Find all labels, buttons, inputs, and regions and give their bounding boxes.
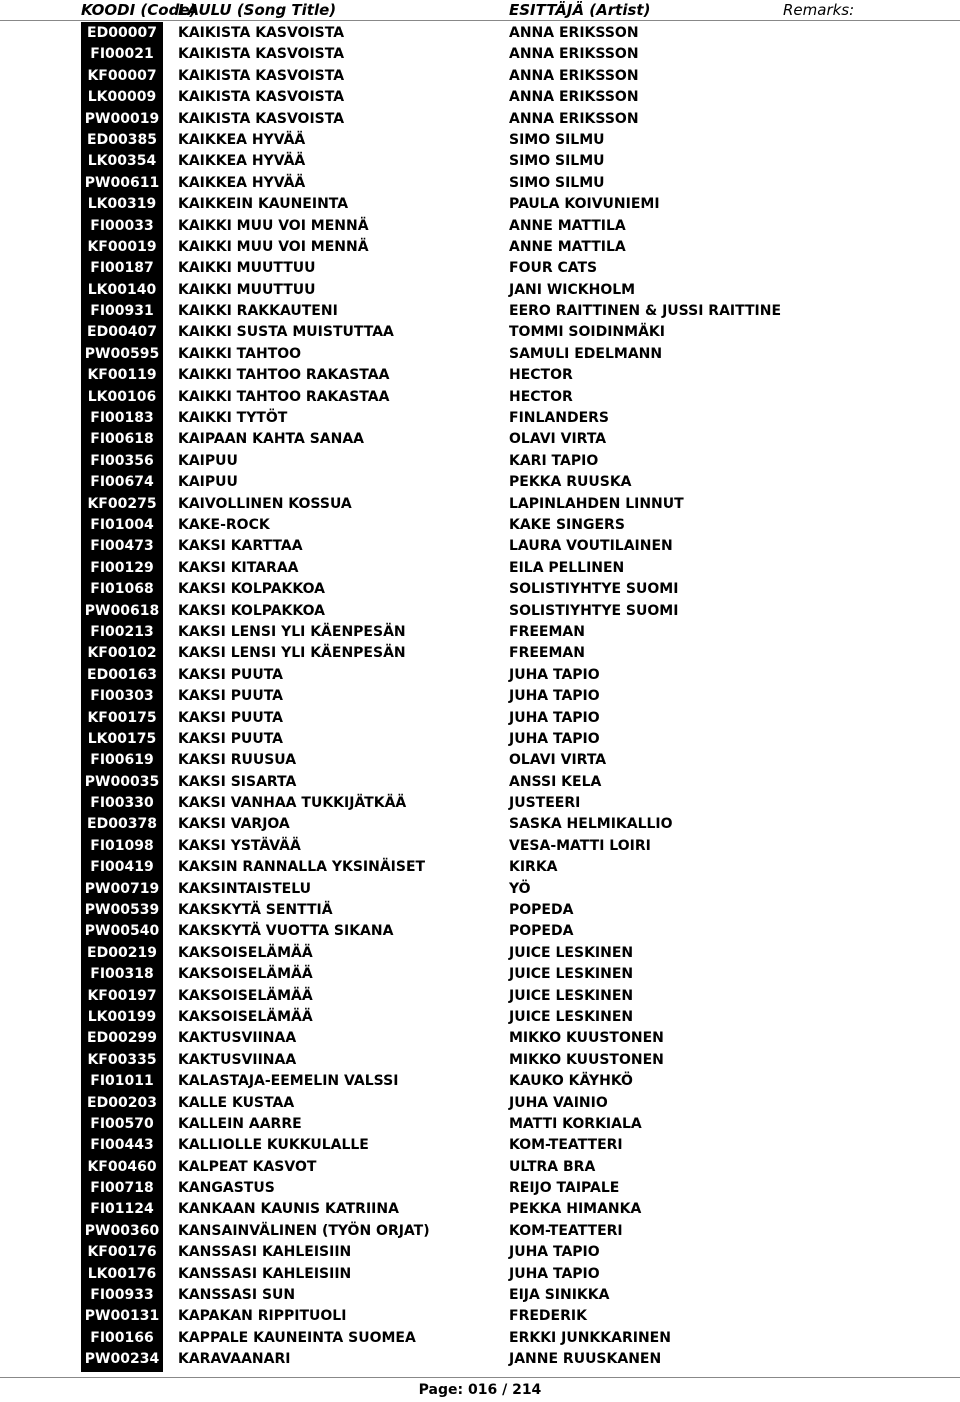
song-code: PW00611 [84, 174, 160, 191]
song-title: KANSSASI SUN [178, 1287, 296, 1304]
song-title: KANSSASI KAHLEISIIN [178, 1244, 352, 1261]
song-title: KANGASTUS [178, 1180, 275, 1197]
table-row [0, 493, 960, 514]
table-row [0, 450, 960, 471]
song-title: KAIKKI TAHTOO [178, 345, 302, 362]
table-row [0, 386, 960, 407]
song-code: LK00354 [87, 153, 157, 170]
song-artist: ANNA ERIKSSON [509, 89, 639, 106]
song-code: PW00360 [84, 1222, 160, 1239]
song-artist: JUHA TAPIO [509, 1265, 600, 1282]
table-row [0, 535, 960, 556]
song-artist: MIKKO KUUSTONEN [509, 1030, 664, 1047]
song-title: KAKSI PUUTA [178, 709, 283, 726]
table-row [0, 43, 960, 64]
song-code: KF00460 [87, 1158, 157, 1175]
song-artist: HECTOR [509, 367, 573, 384]
table-row [0, 1113, 960, 1134]
song-artist: KAKE SINGERS [509, 516, 625, 533]
song-artist: JANI WICKHOLM [509, 281, 636, 298]
song-code: FI00419 [90, 859, 154, 876]
song-artist: KAUKO KÄYHKÖ [509, 1073, 633, 1090]
song-artist: EERO RAITTINEN & JUSSI RAITTINE [509, 303, 782, 320]
song-code: FI01004 [90, 516, 154, 533]
song-code: ED00219 [87, 944, 157, 961]
song-artist: ULTRA BRA [509, 1158, 596, 1175]
song-code: LK00175 [87, 730, 157, 747]
song-title: KAKSI KITARAA [178, 559, 299, 576]
song-title: KAKSKYTÄ VUOTTA SIKANA [178, 923, 394, 940]
song-artist: ANNE MATTILA [509, 217, 626, 234]
song-title: KAIKKEA HYVÄÄ [178, 131, 306, 148]
table-row [0, 1241, 960, 1262]
song-title: KAKSI VARJOA [178, 816, 290, 833]
song-title: KAKSI PUUTA [178, 730, 283, 747]
song-code: FI01068 [90, 581, 154, 598]
song-title: KAKSI LENSI YLI KÄENPESÄN [178, 645, 406, 662]
song-code: FI00443 [90, 1137, 154, 1154]
table-row [0, 1348, 960, 1369]
remarks-column-header: Remarks: [783, 1, 855, 19]
song-title: KAKSOISELÄMÄÄ [178, 944, 313, 961]
song-artist: ERKKI JUNKKARINEN [509, 1329, 671, 1346]
table-row [0, 557, 960, 578]
song-code: KF00007 [87, 67, 157, 84]
song-code: KF00275 [87, 495, 157, 512]
song-artist: JUHA TAPIO [509, 666, 600, 683]
table-row [0, 321, 960, 342]
song-artist: JANNE RUUSKANEN [509, 1351, 662, 1368]
song-code: ED00378 [87, 816, 157, 833]
song-code: PW00019 [84, 110, 160, 127]
song-title: KAIKISTA KASVOISTA [178, 110, 345, 127]
song-title: KAIKISTA KASVOISTA [178, 46, 345, 63]
song-title: KAKSI LENSI YLI KÄENPESÄN [178, 623, 406, 640]
song-title: KALASTAJA-EEMELIN VALSSI [178, 1073, 399, 1090]
song-artist: LAURA VOUTILAINEN [509, 538, 673, 555]
song-artist: SASKA HELMIKALLIO [509, 816, 673, 833]
song-code: ED00299 [87, 1030, 157, 1047]
song-artist: JUICE LESKINEN [509, 987, 634, 1004]
table-row [0, 1049, 960, 1070]
song-code: FI00166 [90, 1329, 154, 1346]
table-row [0, 835, 960, 856]
song-code: ED00385 [87, 131, 157, 148]
song-artist: TOMMI SOIDINMÄKI [509, 324, 665, 341]
song-code: FI00318 [90, 966, 154, 983]
table-row [0, 600, 960, 621]
table-row [0, 300, 960, 321]
song-code: LK00140 [87, 281, 157, 298]
song-title: KAIKISTA KASVOISTA [178, 25, 345, 41]
table-row [0, 664, 960, 685]
table-row [0, 1027, 960, 1048]
table-row [0, 707, 960, 728]
title-column-header: LAULU (Song Title) [178, 1, 337, 19]
song-code: PW00035 [84, 773, 160, 790]
song-artist: PAULA KOIVUNIEMI [509, 196, 660, 213]
song-code: PW00595 [84, 345, 160, 362]
table-row [0, 129, 960, 150]
table-row [0, 642, 960, 663]
table-row [0, 65, 960, 86]
song-title: KAIKKI MUUTTUU [178, 281, 316, 298]
song-artist: JUHA TAPIO [509, 730, 600, 747]
song-code: FI00129 [90, 559, 154, 576]
song-code: ED00163 [87, 666, 157, 683]
song-title: KALLIOLLE KUKKULALLE [178, 1137, 369, 1154]
song-title: KAKTUSVIINAA [178, 1030, 297, 1047]
song-code: KF00019 [87, 238, 157, 255]
song-title: KAIPUU [178, 474, 238, 491]
song-artist: FOUR CATS [509, 260, 598, 277]
song-title: KAIKKEIN KAUNEINTA [178, 196, 349, 213]
song-code: FI01011 [90, 1073, 154, 1090]
song-artist: SOLISTIYHTYE SUOMI [509, 581, 679, 598]
song-code: FI00033 [90, 217, 154, 234]
song-code: KF00102 [87, 645, 157, 662]
song-title: KANSAINVÄLINEN (TYÖN ORJAT) [178, 1222, 430, 1239]
table-row [0, 878, 960, 899]
song-code: KF00197 [87, 987, 157, 1004]
song-artist: EILA PELLINEN [509, 559, 625, 576]
song-artist: POPEDA [509, 923, 574, 940]
song-title: KAIPUU [178, 452, 238, 469]
song-artist: JUSTEERI [509, 795, 581, 812]
song-code: LK00176 [87, 1265, 157, 1282]
song-artist: ANNA ERIKSSON [509, 110, 639, 127]
song-artist: PEKKA HIMANKA [509, 1201, 642, 1218]
song-code: KF00119 [87, 367, 157, 384]
song-title: KAKSI KOLPAKKOA [178, 602, 325, 619]
song-title: KALLE KUSTAA [178, 1094, 295, 1111]
song-code: FI00570 [90, 1115, 154, 1132]
table-row [0, 364, 960, 385]
song-code: PW00618 [84, 602, 160, 619]
song-title: KAIKKI TAHTOO RAKASTAA [178, 367, 390, 384]
song-title: KARAVAANARI [178, 1351, 291, 1368]
song-code: LK00319 [87, 196, 157, 213]
song-artist: SIMO SILMU [509, 131, 605, 148]
song-code: FI00021 [90, 46, 154, 63]
table-row [0, 749, 960, 770]
song-artist: REIJO TAIPALE [509, 1180, 620, 1197]
song-title: KAKSIN RANNALLA YKSINÄISET [178, 859, 426, 876]
song-artist: FINLANDERS [509, 410, 610, 427]
song-code: KF00176 [87, 1244, 157, 1261]
table-row [0, 343, 960, 364]
song-artist: JUICE LESKINEN [509, 966, 634, 983]
song-code: FI00718 [90, 1180, 154, 1197]
song-code: FI00473 [90, 538, 154, 555]
table-row [0, 728, 960, 749]
song-artist: KOM-TEATTERI [509, 1222, 623, 1239]
song-code: LK00199 [87, 1008, 157, 1025]
table-row [0, 942, 960, 963]
table-row [0, 1220, 960, 1241]
table-row [0, 279, 960, 300]
song-title: KAIKKI TAHTOO RAKASTAA [178, 388, 390, 405]
song-artist: ANNA ERIKSSON [509, 46, 639, 63]
song-artist: HECTOR [509, 388, 573, 405]
table-row [0, 963, 960, 984]
song-code: FI00187 [90, 260, 154, 277]
song-title: KALPEAT KASVOT [178, 1158, 317, 1175]
song-title: KAKE-ROCK [178, 516, 270, 533]
song-title: KAIKKI TYTÖT [178, 410, 288, 427]
song-artist: KIRKA [509, 859, 558, 876]
table-row [0, 856, 960, 877]
song-code: FI00213 [90, 623, 154, 640]
table-row [0, 920, 960, 941]
song-title: KAIKKI MUUTTUU [178, 260, 316, 277]
table-row [0, 1092, 960, 1113]
song-artist: SAMULI EDELMANN [509, 345, 663, 362]
song-code: FI00619 [90, 752, 154, 769]
song-artist: JUHA TAPIO [509, 709, 600, 726]
song-code: FI00933 [90, 1287, 154, 1304]
song-artist: JUHA TAPIO [509, 1244, 600, 1261]
song-title: KAIKKEA HYVÄÄ [178, 153, 306, 170]
song-artist: ANNA ERIKSSON [509, 25, 639, 41]
song-code: LK00106 [87, 388, 157, 405]
song-code: PW00234 [84, 1351, 160, 1368]
song-code: FI01124 [90, 1201, 154, 1218]
song-title: KAPPALE KAUNEINTA SUOMEA [178, 1329, 416, 1346]
footer-divider [0, 1377, 960, 1378]
song-artist: KOM-TEATTERI [509, 1137, 623, 1154]
table-row [0, 22, 960, 43]
song-code: LK00009 [87, 89, 157, 106]
page-number: Page: 016 / 214 [418, 1382, 542, 1398]
table-row [0, 685, 960, 706]
song-artist: FREEMAN [509, 623, 585, 640]
song-artist: ANNA ERIKSSON [509, 67, 639, 84]
table-row [0, 428, 960, 449]
song-artist: VESA-MATTI LOIRI [509, 837, 651, 854]
song-code: KF00335 [87, 1051, 157, 1068]
song-artist: OLAVI VIRTA [509, 431, 607, 448]
song-artist: JUHA VAINIO [509, 1094, 608, 1111]
artist-column-header: ESITTÄJÄ (Artist) [509, 1, 651, 19]
column-header [0, 0, 960, 21]
song-artist: MIKKO KUUSTONEN [509, 1051, 664, 1068]
song-title: KAKSKYTÄ SENTTIÄ [178, 902, 333, 919]
table-row [0, 172, 960, 193]
table-row [0, 1263, 960, 1284]
table-row [0, 578, 960, 599]
song-artist: EIJA SINIKKA [509, 1287, 610, 1304]
song-title: KAIVOLLINEN KOSSUA [178, 495, 352, 512]
song-title: KAKSI PUUTA [178, 688, 283, 705]
song-artist: JUICE LESKINEN [509, 944, 634, 961]
table-row [0, 1305, 960, 1326]
table-row [0, 86, 960, 107]
song-code: PW00719 [84, 880, 160, 897]
song-code: FI00330 [90, 795, 154, 812]
song-artist: ANSSI KELA [509, 773, 602, 790]
table-row [0, 236, 960, 257]
song-artist: OLAVI VIRTA [509, 752, 607, 769]
table-row [0, 813, 960, 834]
song-title: KAIKISTA KASVOISTA [178, 89, 345, 106]
song-title: KAKSOISELÄMÄÄ [178, 966, 313, 983]
song-artist: JUHA TAPIO [509, 688, 600, 705]
song-title: KAKSINTAISTELU [178, 880, 312, 897]
song-artist: FREEMAN [509, 645, 585, 662]
table-row [0, 471, 960, 492]
song-code: FI00356 [90, 452, 154, 469]
song-artist: LAPINLAHDEN LINNUT [509, 495, 684, 512]
song-artist: PEKKA RUUSKA [509, 474, 632, 491]
song-title: KAIPAAN KAHTA SANAA [178, 431, 365, 448]
song-title: KANSSASI KAHLEISIIN [178, 1265, 352, 1282]
song-title: KAKSI KARTTAA [178, 538, 303, 555]
song-code: ED00007 [87, 25, 157, 41]
table-row [0, 257, 960, 278]
song-title: KAIKKEA HYVÄÄ [178, 174, 306, 191]
song-title: KAIKKI MUU VOI MENNÄ [178, 238, 369, 255]
table-row [0, 899, 960, 920]
song-title: KAPAKAN RIPPITUOLI [178, 1308, 347, 1325]
song-code: FI00183 [90, 410, 154, 427]
table-row [0, 985, 960, 1006]
table-row [0, 108, 960, 129]
song-title: KAKSI VANHAA TUKKIJÄTKÄÄ [178, 795, 407, 812]
song-code: ED00407 [87, 324, 157, 341]
song-artist: SOLISTIYHTYE SUOMI [509, 602, 679, 619]
table-row [0, 1327, 960, 1348]
song-title: KAKSI RUUSUA [178, 752, 297, 769]
table-row [0, 1134, 960, 1155]
table-row [0, 1198, 960, 1219]
song-title: KAIKKI SUSTA MUISTUTTAA [178, 324, 394, 341]
song-code: PW00539 [84, 902, 160, 919]
table-row [0, 621, 960, 642]
song-artist: POPEDA [509, 902, 574, 919]
song-title: KAKSI KOLPAKKOA [178, 581, 325, 598]
song-artist: ANNE MATTILA [509, 238, 626, 255]
song-code: FI00674 [90, 474, 154, 491]
song-title: KAKSOISELÄMÄÄ [178, 1008, 313, 1025]
song-code: KF00175 [87, 709, 157, 726]
song-title: KAKSOISELÄMÄÄ [178, 987, 313, 1004]
table-row [0, 792, 960, 813]
song-title: KAKSI PUUTA [178, 666, 283, 683]
song-artist: YÖ [509, 880, 531, 897]
song-code: ED00203 [87, 1094, 157, 1111]
header-divider [0, 20, 960, 21]
song-code: FI00303 [90, 688, 154, 705]
table-row [0, 1156, 960, 1177]
table-row [0, 1177, 960, 1198]
song-code: FI00618 [90, 431, 154, 448]
table-row [0, 1006, 960, 1027]
song-title: KAKSI YSTÄVÄÄ [178, 837, 301, 854]
table-row [0, 215, 960, 236]
song-code: PW00131 [84, 1308, 160, 1325]
song-title: KAIKKI MUU VOI MENNÄ [178, 217, 369, 234]
song-title: KAIKKI RAKKAUTENI [178, 303, 338, 320]
song-code: FI00931 [90, 303, 154, 320]
table-row [0, 407, 960, 428]
song-artist: KARI TAPIO [509, 452, 599, 469]
song-artist: JUICE LESKINEN [509, 1008, 634, 1025]
table-row [0, 771, 960, 792]
table-row [0, 1284, 960, 1305]
song-code: FI01098 [90, 837, 154, 854]
table-row [0, 193, 960, 214]
song-title: KAKTUSVIINAA [178, 1051, 297, 1068]
code-column-header: KOODI (Code) [81, 1, 197, 19]
song-list [0, 22, 960, 1370]
song-title: KALLEIN AARRE [178, 1115, 302, 1132]
song-artist: SIMO SILMU [509, 153, 605, 170]
song-artist: MATTI KORKIALA [509, 1115, 642, 1132]
table-row [0, 1070, 960, 1091]
table-row [0, 514, 960, 535]
song-title: KAIKISTA KASVOISTA [178, 67, 345, 84]
song-title: KANKAAN KAUNIS KATRIINA [178, 1201, 399, 1218]
song-code: PW00540 [84, 923, 160, 940]
song-artist: FREDERIK [509, 1308, 587, 1325]
song-title: KAKSI SISARTA [178, 773, 297, 790]
song-artist: SIMO SILMU [509, 174, 605, 191]
table-row [0, 150, 960, 171]
